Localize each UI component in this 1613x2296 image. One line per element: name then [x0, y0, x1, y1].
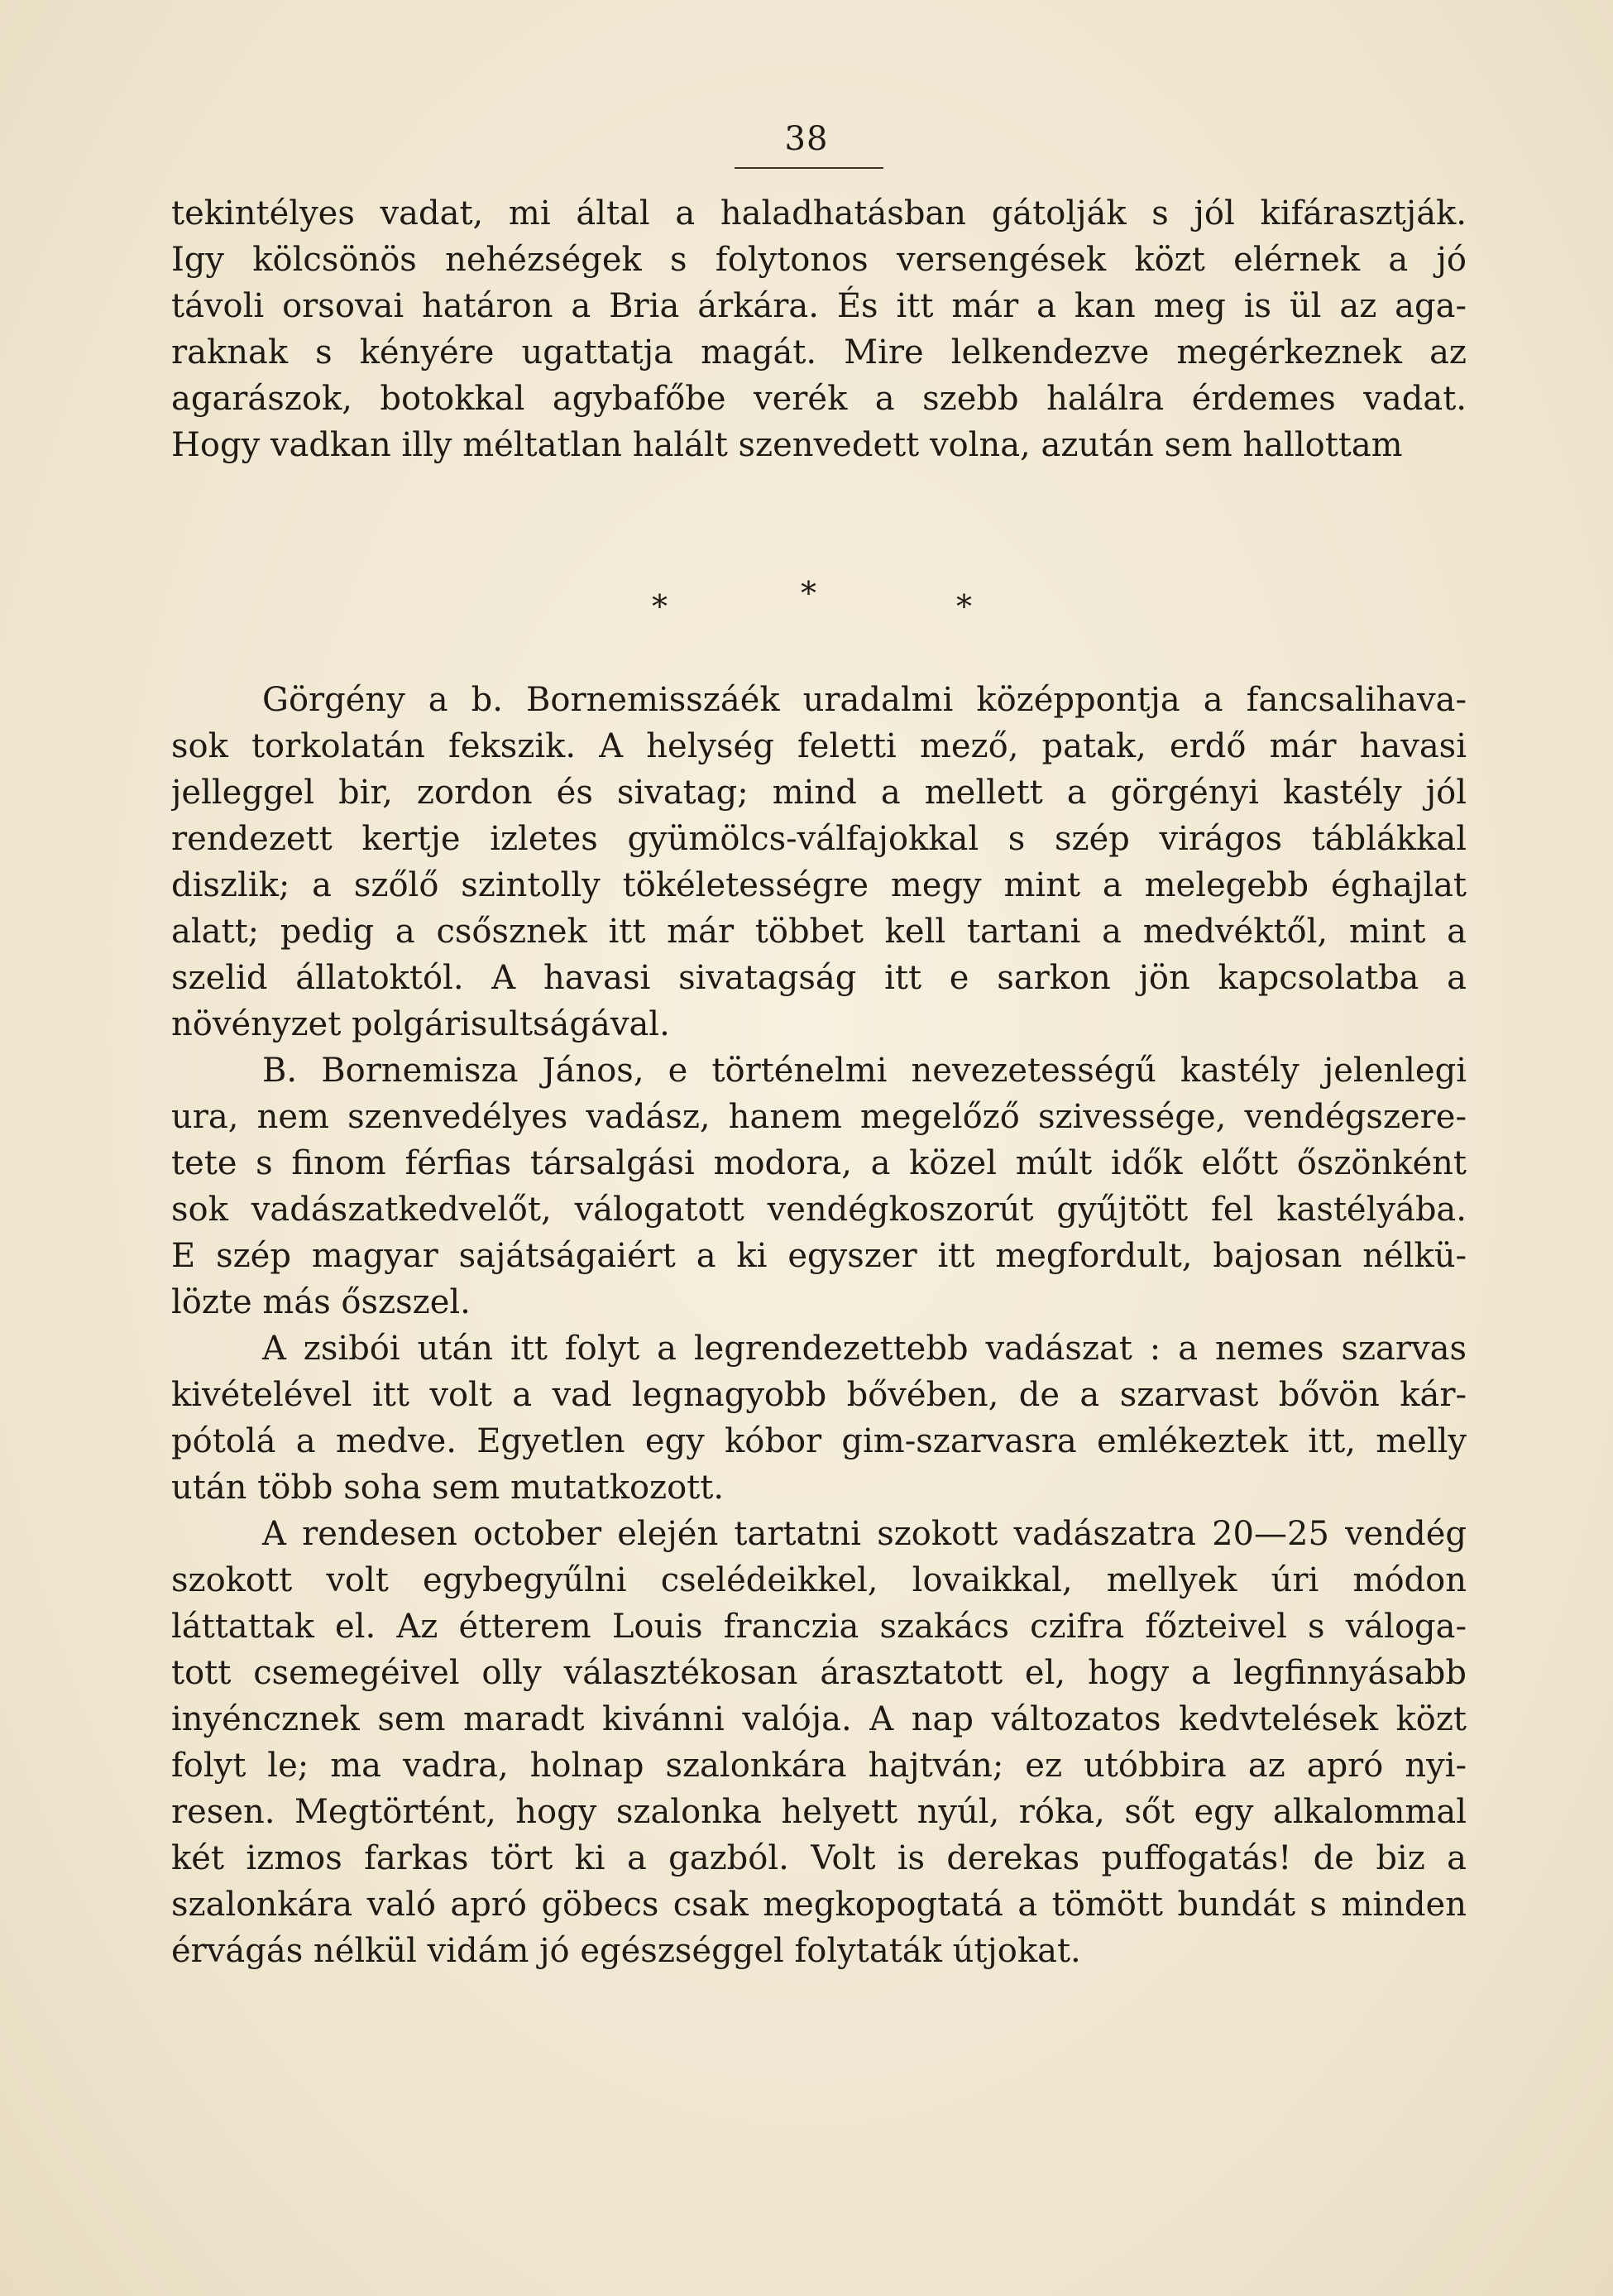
- asterisk: *: [956, 588, 972, 625]
- paragraph: [171, 1511, 1467, 1974]
- text-line: A zsibói után itt folyt a legrendezettebb vadászat : a nemes szarvas: [262, 1330, 1467, 1368]
- page-number-rule: [735, 167, 883, 169]
- text-line: inyéncznek sem maradt kivánni valója. A nap változatos kedvtelések közt: [171, 1700, 1467, 1738]
- text-line: szokott volt egybegyűlni cselédeikkel, lovaikkal, mellyek úri módon: [171, 1561, 1467, 1599]
- text-line: láttattak el. Az étterem Louis franczia szakács czifra főzteivel s váloga-: [171, 1608, 1467, 1646]
- text-line: E szép magyar sajátságaiért a ki egyszer itt megfordult, bajosan nélkü-: [171, 1237, 1467, 1275]
- text-line: ura, nem szenvedélyes vadász, hanem megelőző szivessége, vendégszere-: [171, 1098, 1467, 1136]
- text-line: folyt le; ma vadra, holnap szalonkára hajtván; ez utóbbira az apró nyi-: [171, 1747, 1467, 1785]
- text-line: után több soha sem mutatkozott.: [171, 1469, 725, 1507]
- text-line: Igy kölcsönös nehézségek s folytonos versengések közt elérnek a jó: [171, 241, 1467, 279]
- text-line: tott csemegéivel olly választékosan árasztatott el, hogy a legfinnyásabb: [171, 1654, 1467, 1692]
- page-number: 38: [784, 120, 829, 158]
- opening-text: [171, 190, 1467, 468]
- text-line: lözte más őszszel.: [171, 1283, 471, 1321]
- paragraph: [171, 677, 1467, 1047]
- text-line: érvágás nélkül vidám jó egészséggel folytaták útjokat.: [171, 1932, 1081, 1970]
- text-line: resen. Megtörtént, hogy szalonka helyett nyúl, róka, sőt egy alkalommal: [171, 1793, 1467, 1831]
- text-line: jelleggel bir, zordon és sivatag; mind a mellett a görgényi kastély jól: [171, 774, 1467, 812]
- text-line: szelid állatoktól. A havasi sivatagság itt e sarkon jön kapcsolatba a: [171, 959, 1467, 997]
- text-line: kivételével itt volt a vad legnagyobb bővében, de a szarvast bővön kár-: [171, 1376, 1467, 1414]
- paragraph: [171, 1325, 1467, 1511]
- text-line: növényzet polgárisultságával.: [171, 1005, 670, 1043]
- text-line: tete s finom férfias társalgási modora, a közel múlt idők előtt őszönként: [171, 1144, 1467, 1182]
- text-line: B. Bornemisza János, e történelmi nevezetességű kastély jelenlegi: [262, 1052, 1467, 1090]
- text-line: A rendesen october elején tartatni szokott vadászatra 20—25 vendég: [262, 1515, 1467, 1553]
- text-line: alatt; pedig a csősznek itt már többet kell tartani a medvéktől, mint a: [171, 913, 1467, 951]
- asterisk: *: [652, 588, 668, 625]
- text-line: szalonkára való apró göbecs csak megkopogtatá a tömött bundát s minden: [171, 1886, 1467, 1924]
- text-line: rendezett kertje izletes gyümölcs-válfajokkal s szép virágos táblákkal: [171, 820, 1467, 858]
- text-line: raknak s kényére ugattatja magát. Mire lelkendezve megérkeznek az: [171, 333, 1467, 371]
- main-text: [171, 677, 1467, 1974]
- text-line: tekintélyes vadat, mi által a haladhatásban gátolják s jól kifárasztják.: [171, 194, 1467, 232]
- text-line: agarászok, botokkal agybafőbe verék a szebb halálra érdemes vadat.: [171, 380, 1467, 418]
- text-line: Hogy vadkan illy méltatlan halált szenvedett volna, azután sem hallottam: [171, 426, 1403, 464]
- text-line: Görgény a b. Bornemisszáék uradalmi középpontja a fancsalihava-: [262, 681, 1467, 719]
- text-line: diszlik; a szőlő szintolly tökéletességre megy mint a melegebb éghajlat: [171, 866, 1467, 904]
- text-line: pótolá a medve. Egyetlen egy kóbor gim-szarvasra emlékeztek itt, melly: [171, 1422, 1467, 1460]
- text-line: távoli orsovai határon a Bria árkára. És itt már a kan meg is ül az aga-: [171, 287, 1467, 325]
- text-line: sok torkolatán fekszik. A helység feletti mező, patak, erdő már havasi: [171, 727, 1467, 765]
- section-divider-asterisks: [0, 575, 1613, 629]
- text-line: két izmos farkas tört ki a gazból. Volt is derekas puffogatás! de biz a: [171, 1839, 1467, 1877]
- paragraph: [171, 1047, 1467, 1325]
- text-line: sok vadászatkedvelőt, válogatott vendégkoszorút gyűjtött fel kastélyába.: [171, 1191, 1467, 1229]
- asterisk: *: [801, 575, 816, 611]
